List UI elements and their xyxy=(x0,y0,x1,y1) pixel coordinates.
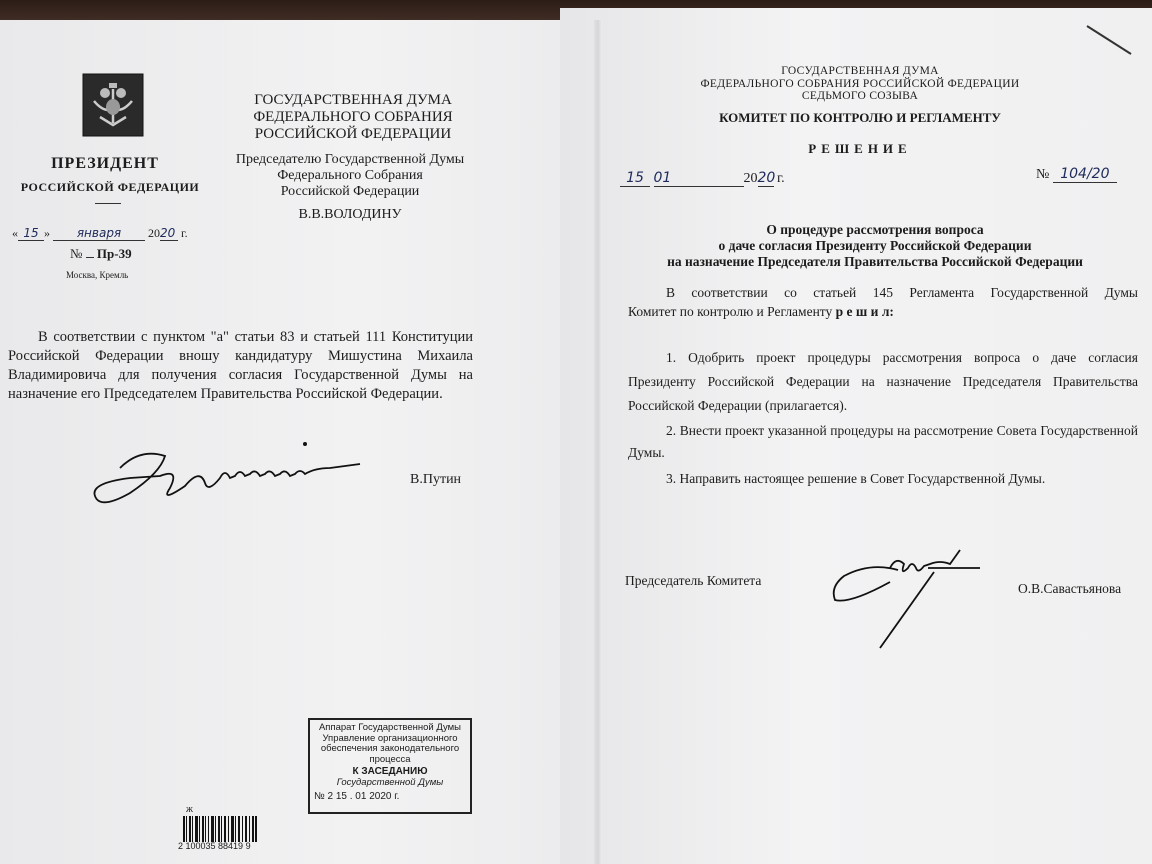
decision-organization xyxy=(640,65,1080,103)
number-label: № xyxy=(70,246,83,261)
letter-body: В соответствии с пунктом "а" статьи 83 и статьей 111 Конституции Российской Федерации вношу кандидатуру Мишустина Михаила Владимировича для получения согласия Государственной Думы на назначение его Председателем Правительства Российской Федерации. xyxy=(8,329,473,402)
addressee-line: Председателю Государственной Думы xyxy=(235,152,465,167)
president-title: ПРЕЗИДЕНТ xyxy=(51,155,159,172)
decision-item-3: 3. Направить настоящее решение в Совет Государственной Думы. xyxy=(666,471,1046,486)
date-month: января xyxy=(53,226,145,241)
preamble: В соответствии со статьей 145 Регламента Государственной Думы xyxy=(666,285,1138,300)
date-year-prefix: 20 xyxy=(743,171,758,186)
barcode-number: 2 100035 88419 9 xyxy=(178,841,251,851)
stamp-line: Аппарат Государственной Думы xyxy=(318,722,462,733)
decision-number xyxy=(1036,166,1117,183)
addressee-line: Российской Федерации xyxy=(280,184,420,199)
chair-label: Председатель Комитета xyxy=(625,573,762,588)
registration-stamp xyxy=(308,718,472,814)
date-suffix: г. xyxy=(181,226,188,240)
preamble-continued xyxy=(628,301,1138,323)
org-line: ГОСУДАРСТВЕННАЯ ДУМА xyxy=(781,65,939,77)
page-fold xyxy=(594,20,602,864)
date-year-prefix: 20 xyxy=(148,226,160,240)
letter-number xyxy=(70,246,132,262)
title-line: на назначение Председателя Правительства Российской Федерации xyxy=(667,254,1083,269)
date-year: 20 xyxy=(160,226,178,241)
savastyanova-signature xyxy=(830,542,1000,652)
date-quote: » xyxy=(44,226,50,240)
decision-title xyxy=(620,222,1130,270)
number-underline xyxy=(86,257,94,258)
stamp-heading: К ЗАСЕДАНИЮ xyxy=(352,766,428,777)
putin-signature xyxy=(90,438,370,510)
number-value: Пр-39 xyxy=(96,246,132,261)
recipient-org-line: ФЕДЕРАЛЬНОГО СОБРАНИЯ xyxy=(253,109,453,125)
date-quote: « xyxy=(12,226,18,240)
number-label: № xyxy=(1036,167,1050,182)
stamp-line: обеспечения законодательного xyxy=(320,743,460,754)
stamp-number: № 2 15 . 01 2020 г. xyxy=(314,791,400,802)
date-day: 15 xyxy=(620,170,650,187)
handwritten-mark: ж xyxy=(186,804,193,815)
title-line: О процедуре рассмотрения вопроса xyxy=(766,222,984,237)
letter-city: Москва, Кремль xyxy=(66,270,129,280)
president-subtitle: РОССИЙСКОЙ ФЕДЕРАЦИИ xyxy=(20,180,200,194)
pen-mark xyxy=(1085,24,1135,58)
decision-item-2: 2. Внести проект указанной процедуры на рассмотрение Совета Государственной Думы. xyxy=(628,423,1138,460)
stamp-subheading: Государственной Думы xyxy=(336,776,444,788)
org-line: ФЕДЕРАЛЬНОГО СОБРАНИЯ РОССИЙСКОЙ ФЕДЕРАЦИИ xyxy=(700,77,1020,90)
date-year: 20 xyxy=(757,170,776,186)
recipient-org-line: ГОСУДАРСТВЕННАЯ ДУМА xyxy=(254,92,452,108)
stamp-line: Управление организационного xyxy=(322,732,458,744)
document-type: РЕШЕНИЕ xyxy=(808,141,912,156)
addressee-line: Федерального Собрания xyxy=(277,168,423,183)
addressee-name: В.В.ВОЛОДИНУ xyxy=(298,207,402,222)
title-line: о даче согласия Президенту Российской Федерации xyxy=(718,238,1032,253)
date-suffix: г. xyxy=(777,171,785,186)
number-value: 104/20 xyxy=(1053,166,1117,183)
letter-date xyxy=(12,226,188,241)
recipient-org-line: РОССИЙСКОЙ ФЕДЕРАЦИИ xyxy=(254,126,452,142)
committee-name: КОМИТЕТ ПО КОНТРОЛЮ И РЕГЛАМЕНТУ xyxy=(719,110,1001,125)
addressee-block xyxy=(200,152,500,200)
preamble-line-2: Комитет по контролю и Регламенту xyxy=(628,304,833,319)
stamp-line: процесса xyxy=(369,753,411,765)
header-rule xyxy=(95,203,121,204)
recipient-organization xyxy=(228,92,478,143)
decided-word: р е ш и л: xyxy=(835,304,894,319)
decision-item-1: 1. Одобрить проект процедуры рассмотрения вопроса о даче согласия Президенту Российской Федерации на назначение Председателя Правительства Российской Федерации (прилагается). xyxy=(628,350,1138,413)
org-line: СЕДЬМОГО СОЗЫВА xyxy=(801,90,919,102)
russian-coat-of-arms-icon xyxy=(82,73,144,137)
barcode xyxy=(183,816,257,842)
signature-name: В.Путин xyxy=(410,472,462,487)
chair-name: О.В.Савастьянова xyxy=(1018,581,1122,596)
decision-date xyxy=(620,170,785,187)
date-day: 15 xyxy=(18,226,44,241)
date-month: 01 xyxy=(654,170,744,187)
